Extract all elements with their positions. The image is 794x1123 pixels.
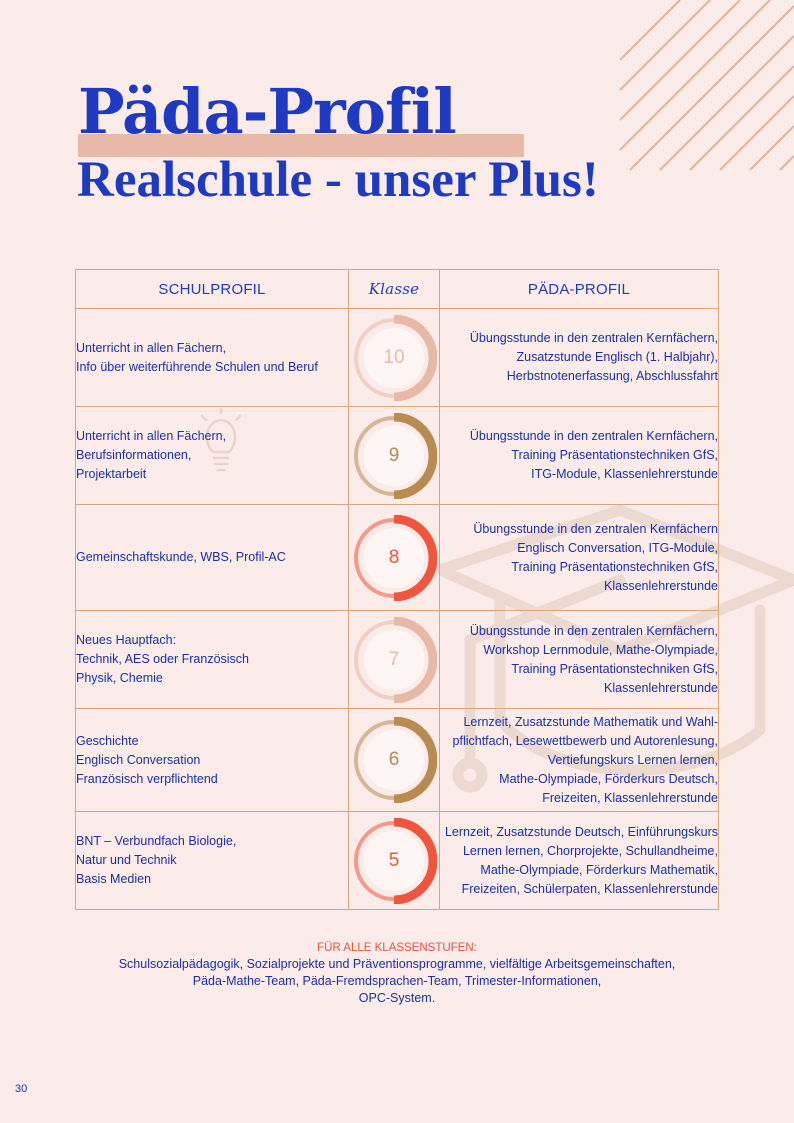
schulprofil-line: Projektarbeit <box>76 467 147 481</box>
schulprofil-line: Gemeinschaftskunde, WBS, Profil-AC <box>76 550 286 564</box>
paeda-profil-line: Übungsstunde in den zentralen Kernfächern, <box>469 331 718 345</box>
klasse-badge <box>351 717 437 803</box>
paeda-profil-line: Lernzeit, Zusatzstunde Mathematik und Wahl- <box>463 714 718 729</box>
schulprofil-line: BNT – Verbundfach Biologie, <box>76 834 237 848</box>
paeda-profil-line: Mathe-Olympiade, Förderkurs Mathematik, <box>480 862 718 877</box>
paeda-profil-line: Übungsstunde in den zentralen Kernfächern, <box>469 429 718 443</box>
paeda-profil-line: Freizeiten, Schülerpaten, Klassenlehrerstunde <box>461 881 718 896</box>
klasse-number: 9 <box>388 444 400 466</box>
table-header-row <box>76 270 719 309</box>
schulprofil-line: Technik, AES oder Französisch <box>76 652 249 666</box>
footer-line: Schulsozialpädagogik, Sozialprojekte und Präventionsprogramme, vielfältige Arbeitsgemeinschaften, <box>118 957 676 971</box>
klasse-cell <box>349 611 440 709</box>
schulprofil-line: Physik, Chemie <box>76 671 163 685</box>
footer-line: OPC-System. <box>358 991 436 1005</box>
page-number: 30 <box>15 1083 28 1095</box>
footer <box>0 940 794 1007</box>
footer-line: Päda-Mathe-Team, Päda-Fremdsprachen-Team, Trimester-Informationen, <box>192 974 602 988</box>
schulprofil-line: Englisch Conversation <box>76 752 201 767</box>
schulprofil-line: Basis Medien <box>76 872 152 886</box>
paeda-profil-line: Lernen lernen, Chorprojekte, Schullandheime, <box>462 843 718 858</box>
klasse-badge <box>351 617 437 703</box>
schulprofil-cell <box>76 309 349 407</box>
klasse-number: 5 <box>388 849 400 871</box>
klasse-number: 6 <box>388 749 400 770</box>
klasse-number: 10 <box>383 346 405 368</box>
klasse-cell <box>349 709 440 812</box>
schulprofil-line: Info über weiterführende Schulen und Beruf <box>76 359 318 374</box>
diagonal-stripes-decoration <box>600 0 794 210</box>
paeda-profil-line: Herbstnotenerfassung, Abschlussfahrt <box>506 369 718 383</box>
paeda-profil-line: Klassenlehrerstunde <box>604 680 718 695</box>
klasse-cell <box>349 407 440 505</box>
table-row <box>76 407 719 505</box>
footer-label: FÜR ALLE KLASSENSTUFEN: <box>317 942 477 954</box>
klasse-number: 8 <box>388 546 400 568</box>
paeda-profil-line: Übungsstunde in den zentralen Kernfächern, <box>469 623 718 638</box>
paeda-profil-line: Lernzeit, Zusatzstunde Deutsch, Einführungskurs <box>444 824 718 839</box>
paeda-profil-cell <box>440 611 719 709</box>
klasse-badge <box>351 818 437 904</box>
schulprofil-cell <box>76 611 349 709</box>
schulprofil-line: Natur und Technik <box>76 853 177 867</box>
table-row <box>76 709 719 812</box>
schulprofil-line: Geschichte <box>76 733 139 748</box>
paeda-profil-line: Übungsstunde in den zentralen Kernfächern <box>473 521 718 536</box>
paeda-profil-cell <box>440 407 719 505</box>
schulprofil-line: Unterricht in allen Fächern, <box>76 340 227 355</box>
paeda-profil-line: Mathe-Olympiade, Förderkurs Deutsch, <box>499 771 718 786</box>
schulprofil-cell <box>76 407 349 505</box>
table-row <box>76 611 719 709</box>
schulprofil-cell <box>76 812 349 910</box>
paeda-profil-cell <box>440 309 719 407</box>
klasse-cell <box>349 812 440 910</box>
klasse-badge <box>351 413 437 499</box>
schulprofil-line: Unterricht in allen Fächern, <box>76 429 227 443</box>
klasse-badge <box>351 515 437 601</box>
schulprofil-cell <box>76 709 349 812</box>
paeda-profil-cell <box>440 709 719 812</box>
paeda-profil-cell <box>440 812 719 910</box>
table-row <box>76 505 719 611</box>
paeda-profil-line: Training Präsentationstechniken GfS, <box>511 448 718 462</box>
paeda-profil-line: Training Präsentationstechniken GfS, <box>511 559 718 574</box>
klasse-badge <box>351 315 437 401</box>
paeda-profil-line: Englisch Conversation, ITG-Module, <box>517 540 718 555</box>
paeda-profil-line: pflichtfach, Lesewettbewerb und Autorenlesung, <box>452 733 718 748</box>
header-schulprofil: SCHULPROFIL <box>76 270 349 309</box>
schulprofil-line: Berufsinformationen, <box>76 448 192 462</box>
profile-table <box>75 269 719 910</box>
paeda-profil-line: ITG-Module, Klassenlehrerstunde <box>531 467 718 481</box>
page-title: Päda-Profil <box>78 75 456 148</box>
paeda-profil-cell <box>440 505 719 611</box>
table-row <box>76 309 719 407</box>
schulprofil-line: Französisch verpflichtend <box>76 771 218 786</box>
paeda-profil-line: Vertiefungskurs Lernen lernen, <box>547 752 718 767</box>
schulprofil-cell <box>76 505 349 611</box>
klasse-number: 7 <box>388 648 400 670</box>
paeda-profil-line: Training Präsentationstechniken GfS, <box>511 661 718 676</box>
title-block <box>78 72 456 152</box>
table-row <box>76 812 719 910</box>
paeda-profil-line: Klassenlehrerstunde <box>604 578 718 593</box>
klasse-cell <box>349 309 440 407</box>
header-paeda-profil: PÄDA-PROFIL <box>440 270 719 309</box>
paeda-profil-line: Workshop Lernmodule, Mathe-Olympiade, <box>483 642 718 657</box>
schulprofil-line: Neues Hauptfach: <box>76 633 177 647</box>
paeda-profil-line: Freizeiten, Klassenlehrerstunde <box>542 790 718 805</box>
page-subtitle: Realschule - unser Plus! <box>77 152 599 208</box>
paeda-profil-line: Zusatzstunde Englisch (1. Halbjahr), <box>516 350 718 364</box>
klasse-cell <box>349 505 440 611</box>
header-klasse: Klasse <box>349 270 440 309</box>
